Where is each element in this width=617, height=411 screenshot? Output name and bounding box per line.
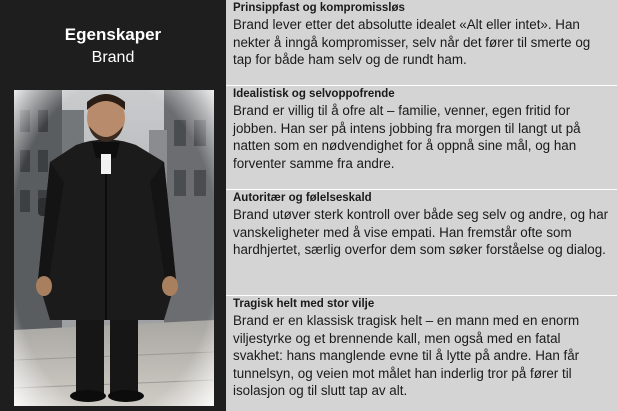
slide-title: Egenskaper: [64, 25, 162, 44]
trait-row: [226, 296, 617, 411]
trait-title: Tragisk helt med stor vilje: [233, 298, 375, 310]
traits-table: [226, 0, 617, 411]
title-block: [0, 24, 226, 68]
left-panel: [0, 0, 226, 411]
trait-title: Autoritær og følelseskald: [233, 192, 372, 204]
trait-row: [226, 190, 617, 296]
trait-body: Brand er villig til å ofre alt – familie, venner, egen fritid for jobben. Han ser på intens jobbing fra morgen til langt ut på natten som en nødvendighet for å oppnå sine mål, og han forventer samme fra andre.: [233, 103, 581, 171]
trait-title: Idealistisk og selvoppofrende: [233, 88, 395, 100]
slide-subtitle: Brand: [91, 49, 135, 66]
trait-body: Brand lever etter det absolutte idealet «Alt eller intet». Han nekter å inngå kompromisser, selv når det fører til smerte og tap for både ham selv og de rundt ham.: [233, 17, 591, 67]
trait-title: Prinsippfast og kompromissløs: [233, 2, 405, 14]
trait-row: [226, 86, 617, 190]
trait-row: [226, 0, 617, 86]
trait-body: Brand er en klassisk tragisk helt – en mann med en enorm viljestyrke og et brennende kall, men også med en fatal svakhet: hans manglende evne til å lytte på andre. Han får tunnelsyn, og veien mot målet han inderlig tror på fører til isolasjon og til slutt tap av alt.: [233, 313, 580, 398]
trait-body: Brand utøver sterk kontroll over både seg selv og andre, og har vanskeligheter med å vise empati. Han fremstår ofte som hardhjertet, særlig overfor dem som søker forståelse og dialog.: [233, 207, 609, 257]
priest-photo: [14, 90, 214, 406]
